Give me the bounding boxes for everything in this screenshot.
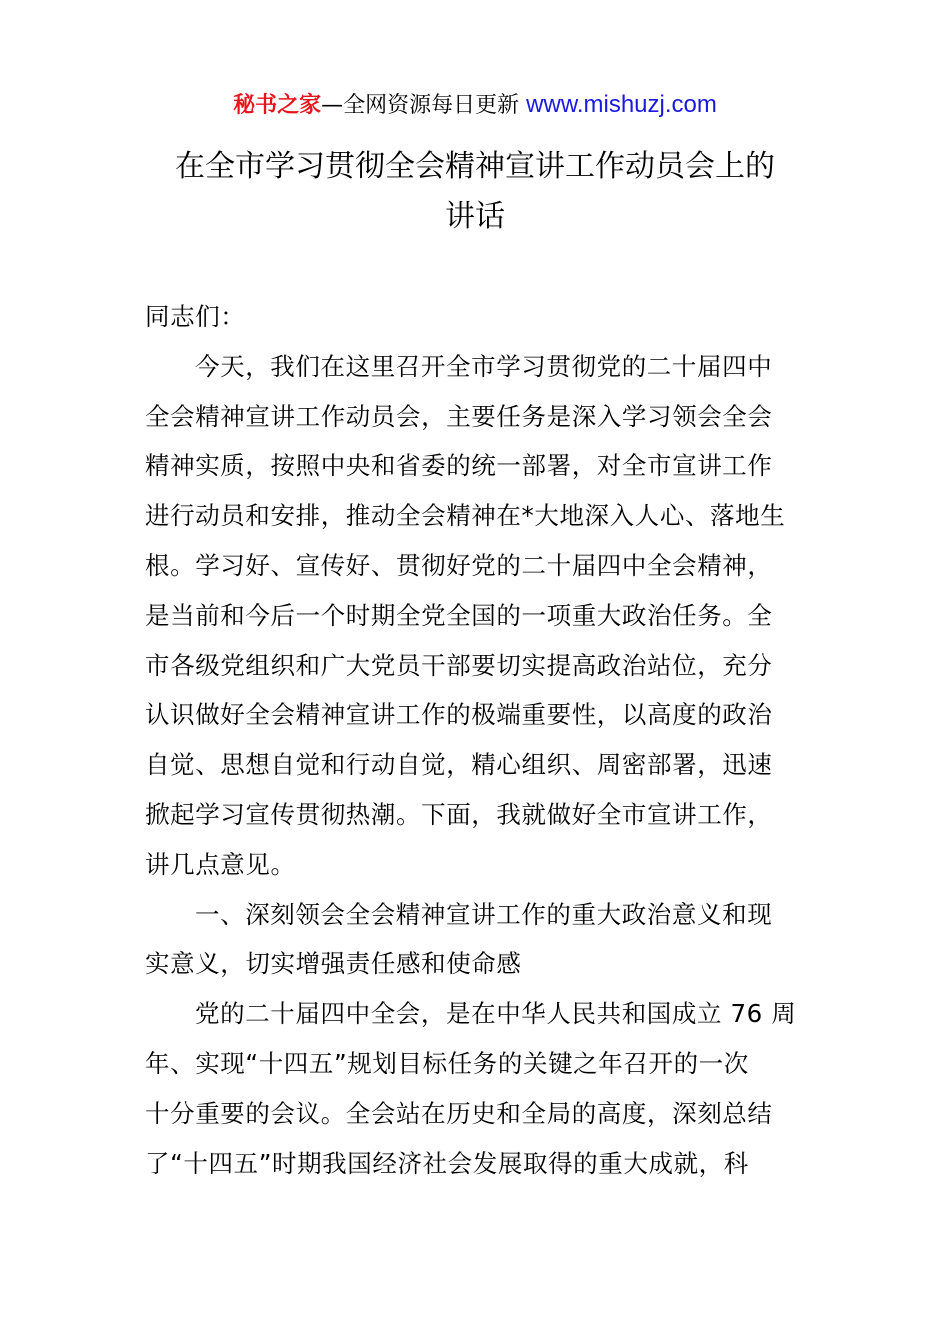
text-line: 同志们： xyxy=(145,302,246,331)
text-line: 精神实质，按照中央和省委的统一部署，对全市宣讲工作 xyxy=(145,451,773,481)
text-line: 党的二十届四中全会，是在中华人民共和国成立 76 周 xyxy=(195,999,797,1029)
text-line: 全会精神宣讲工作动员会，主要任务是深入学习领会全会 xyxy=(145,401,773,431)
text-line: 市各级党组织和广大党员干部要切实提高政治站位，充分 xyxy=(145,650,773,680)
header-tagline: —全网资源每日更新 xyxy=(321,93,527,118)
text-line: 年、实现“十四五”规划目标任务的关键之年召开的一次 xyxy=(145,1048,749,1078)
text-line: 十分重要的会议。全会站在历史和全局的高度，深刻总结 xyxy=(145,1098,773,1128)
text-line: 讲几点意见。 xyxy=(145,849,296,879)
title-line-1: 在全市学习贯彻全会精神宣讲工作动员会上的 xyxy=(175,149,775,184)
site-header xyxy=(0,88,950,123)
text-line: 是当前和今后一个时期全党全国的一项重大政治任务。全 xyxy=(145,600,773,630)
text-line: 进行动员和安排，推动全会精神在*大地深入人心、落地生 xyxy=(145,501,786,531)
text-line: 认识做好全会精神宣讲工作的极端重要性，以高度的政治 xyxy=(145,700,773,730)
document-title xyxy=(0,142,950,242)
text-line: 根。学习好、宣传好、贯彻好党的二十届四中全会精神， xyxy=(145,550,773,580)
document-body xyxy=(145,292,807,1188)
site-url-link[interactable]: www.mishuzj.com xyxy=(526,91,717,118)
text-line: 了“十四五”时期我国经济社会发展取得的重大成就，科 xyxy=(145,1148,749,1178)
title-line-2: 讲话 xyxy=(445,199,505,234)
text-line: 一、深刻领会全会精神宣讲工作的重大政治意义和现 xyxy=(195,899,773,929)
text-line: 自觉、思想自觉和行动自觉，精心组织、周密部署，迅速 xyxy=(145,750,773,780)
text-line: 实意义，切实增强责任感和使命感 xyxy=(145,949,522,979)
brand-name: 秘书之家 xyxy=(233,93,322,118)
text-line: 掀起学习宣传贯彻热潮。下面，我就做好全市宣讲工作， xyxy=(145,799,773,829)
text-line: 今天，我们在这里召开全市学习贯彻党的二十届四中 xyxy=(195,351,773,381)
